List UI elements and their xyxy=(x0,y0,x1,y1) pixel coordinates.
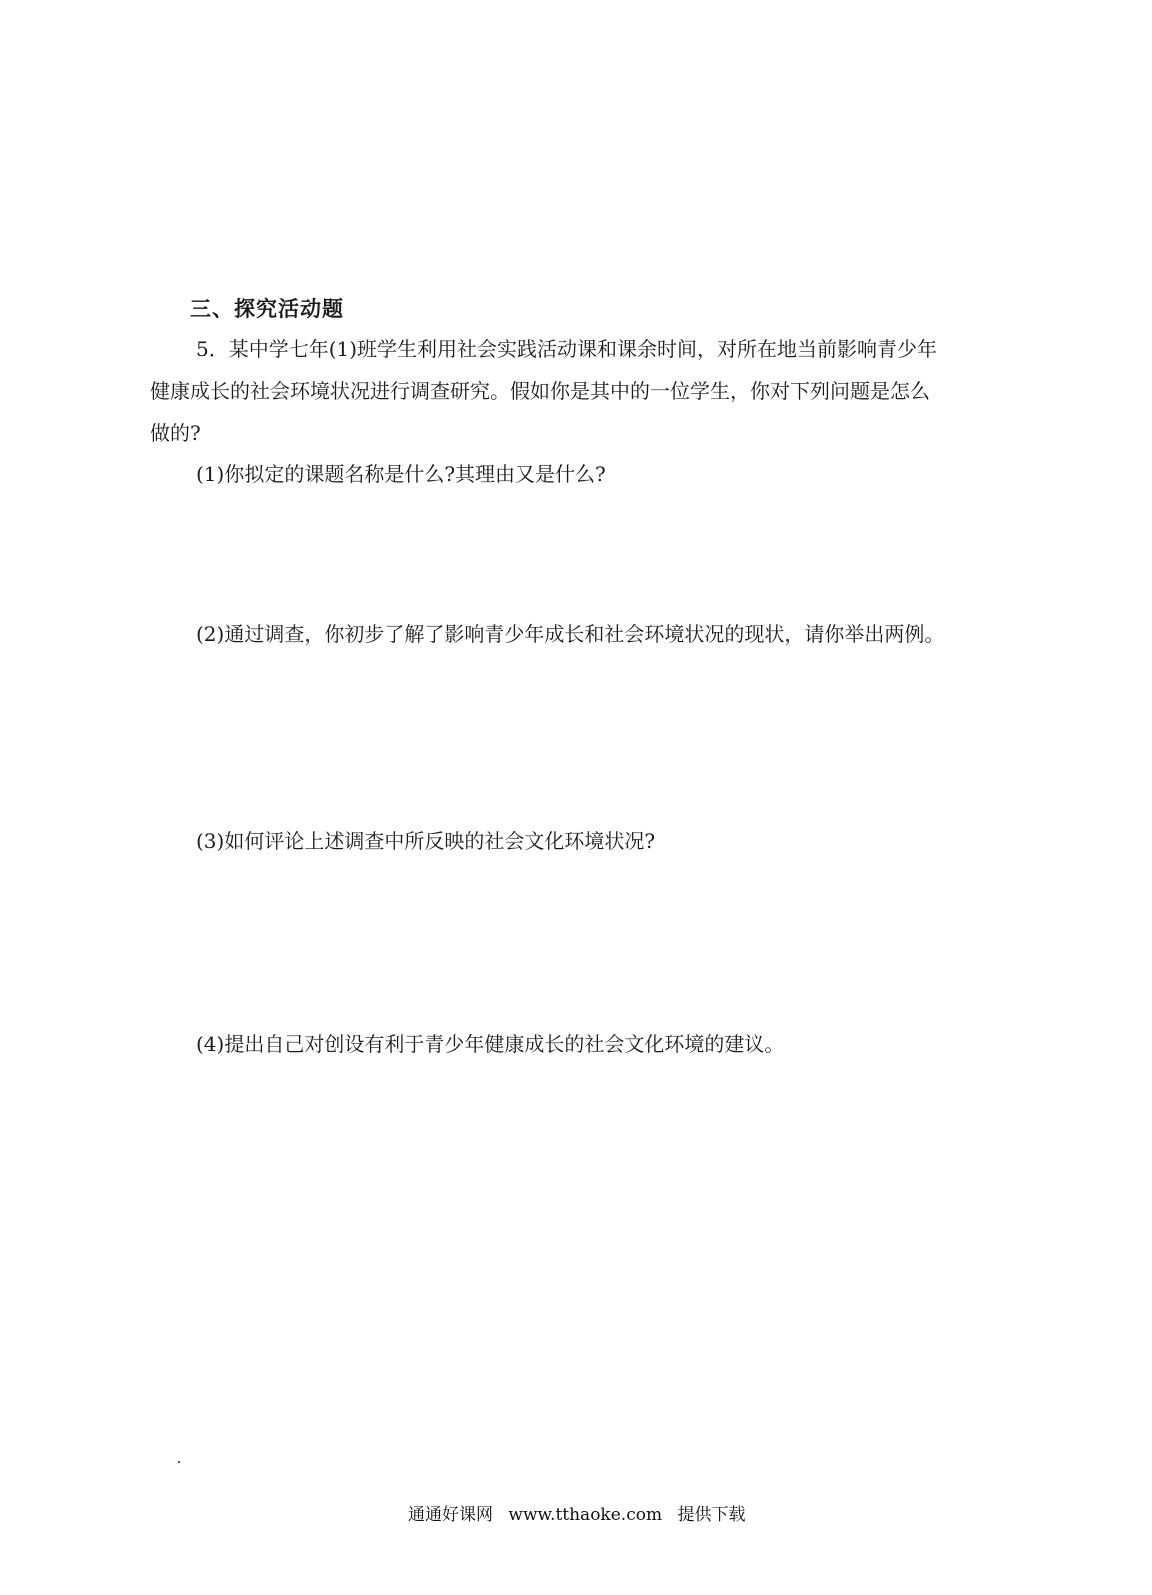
question-intro-line-1: 5．某中学七年(1)班学生利用社会实践活动课和课余时间，对所在地当前影响青少年 xyxy=(196,337,938,361)
footer-url: www.tthaoke.com xyxy=(508,1505,663,1525)
footer-site-name: 通通好课网 xyxy=(408,1505,493,1525)
sub-question-1: (1)你拟定的课题名称是什么?其理由又是什么? xyxy=(196,462,606,486)
question-intro-line-2: 健康成长的社会环境状况进行调查研究。假如你是其中的一位学生，你对下列问题是怎么 xyxy=(150,379,930,403)
sub-question-4: (4)提出自己对创设有利于青少年健康成长的社会文化环境的建议。 xyxy=(196,1032,785,1056)
footer-tagline: 提供下载 xyxy=(677,1505,746,1525)
stray-dot-mark xyxy=(178,1461,180,1463)
sub-question-3: (3)如何评论上述调查中所反映的社会文化环境状况? xyxy=(196,829,656,853)
question-intro-line-3: 做的? xyxy=(150,421,201,445)
sub-question-2: (2)通过调查，你初步了解了影响青少年成长和社会环境状况的现状，请你举出两例。 xyxy=(196,622,945,646)
page-footer xyxy=(408,1500,745,1525)
section-heading: 三、探究活动题 xyxy=(190,296,344,321)
